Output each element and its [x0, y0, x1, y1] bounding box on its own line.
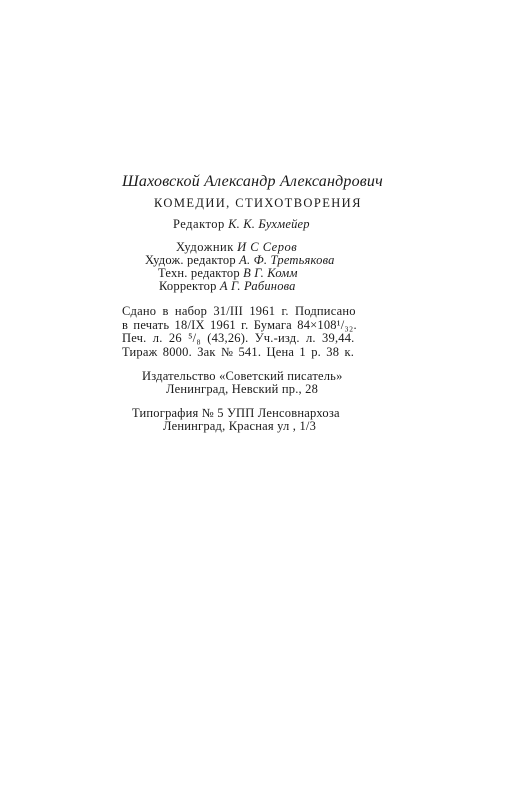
- printer-line: Типография № 5 УПП Ленсовнархоза: [132, 406, 340, 420]
- credit-name: В Г. Комм: [243, 266, 298, 280]
- printer-line: Ленинград, Красная ул , 1/3: [163, 419, 317, 433]
- author-name: Шаховской Александр Александрович: [122, 173, 383, 190]
- imprint-line: Сдано в набор 31/III 1961 г. Подписано: [122, 304, 356, 318]
- publisher-line: Издательство «Советский писатель»: [142, 369, 343, 383]
- publisher-line: Ленинград, Невский пр., 28: [166, 382, 319, 396]
- credit-label: Худож. редактор: [145, 253, 236, 267]
- credit-label: Корректор: [159, 279, 217, 293]
- credit-label: Художник: [176, 240, 234, 254]
- credit-name: А. Ф. Третьякова: [239, 253, 335, 267]
- credit-name: И С Серов: [237, 240, 298, 254]
- credit-label: Техн. редактор: [158, 266, 240, 280]
- credit-art-editor: [145, 253, 335, 267]
- credit-artist: [176, 240, 297, 254]
- imprint-line: Печ. л. 26 ⁵/₈ (43,26). Уч.-изд. л. 39,44.: [122, 331, 355, 345]
- editor-line: [173, 217, 310, 231]
- credit-name: А Г. Рабинова: [219, 279, 296, 293]
- editor-name: К. К. Бухмейер: [228, 217, 310, 231]
- imprint-line: в печать 18/IX 1961 г. Бумага 84×108¹/₃₂.: [122, 318, 357, 332]
- book-title: КОМЕДИИ, СТИХОТВОРЕНИЯ: [154, 196, 362, 210]
- credit-proofreader: [159, 279, 296, 293]
- editor-label: Редактор: [173, 217, 225, 231]
- imprint-line: Тираж 8000. Зак № 541. Цена 1 р. 38 к.: [122, 345, 355, 359]
- credit-tech-editor: [158, 266, 298, 280]
